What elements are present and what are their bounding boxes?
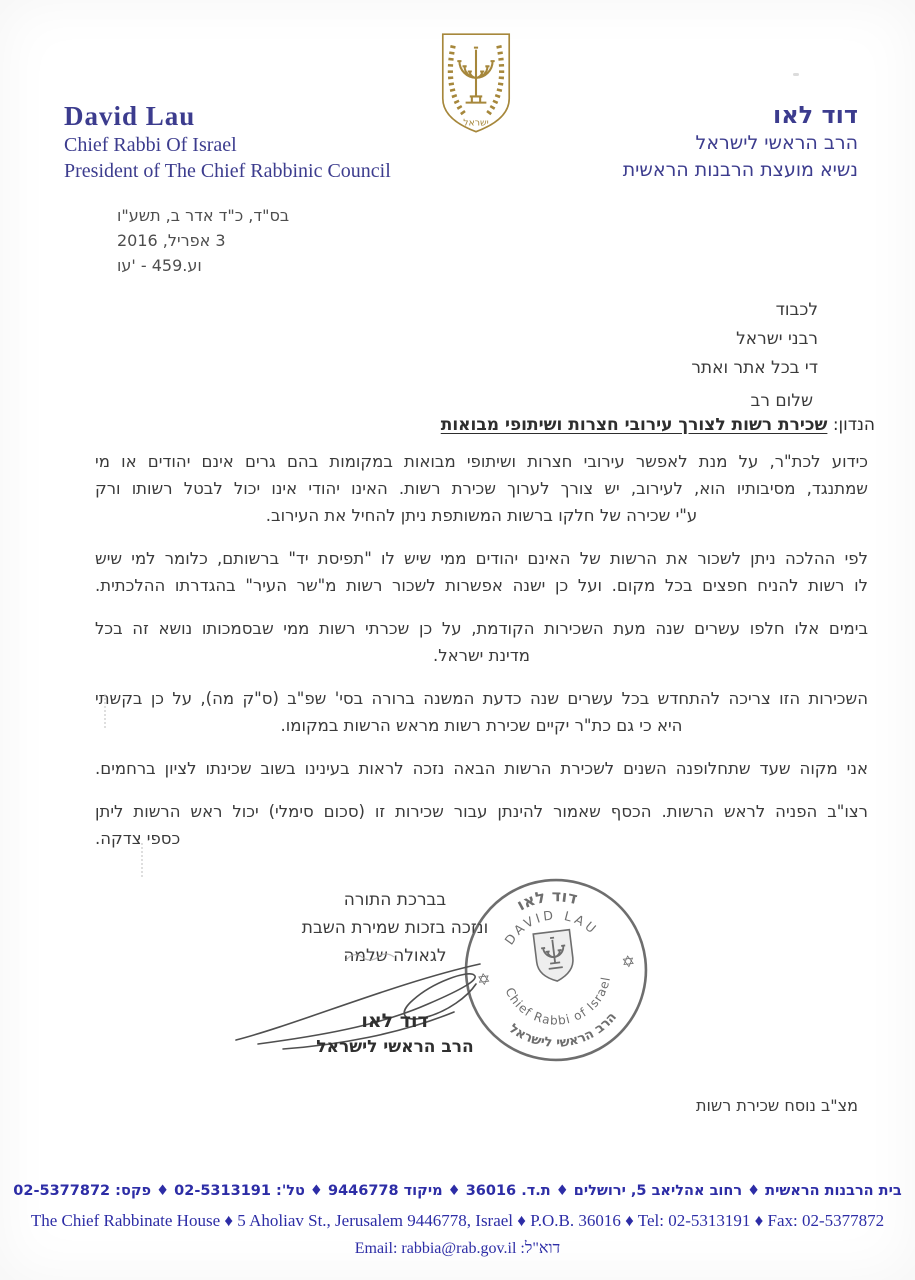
hebrew-name: דוד לאו [772,101,858,129]
body-line: ע"י שכירה של חלקו ברשות המשותפת ניתן להחיל את העירוב. [265,506,698,525]
body-line: כספי צדקה. [95,829,181,848]
emblem-caption: ישראל [463,117,489,129]
signer-name: דוד לאו [361,1010,429,1032]
reference-block [117,203,347,278]
star-of-david-icon: ✡ [475,969,492,990]
scan-noise [104,694,106,728]
footer-english: The Chief Rabbinate House ♦ 5 Aholiav St., Jerusalem 9446778, Israel ♦ P.O.B. 36016 ♦ Tel: 02-5313191 ♦ Fax: 02-5377872 [30,1211,885,1230]
attachment-note: מצ"ב נוסח שכירת רשות [696,1096,858,1115]
english-name: David Lau [64,101,196,131]
greeting: שלום רב [750,391,813,411]
letterhead-hebrew [623,100,858,184]
footer-hebrew: בית הרבנות הראשית ♦ רחוב אהליאב 5, ירושלים ♦ ת.ד. 36016 ♦ מיקוד 9446778 ♦ טל': 02-5313191 ♦ פקס: 02-5377872 [13,1183,902,1199]
body-line: לו רשות להניח חפצים בכל מקום. ועל כן ישנה אפשרות לשכור רשות מ"שר העיר" בהגדרתו ההלכתית. [95,576,868,595]
scan-noise [141,843,143,877]
body-line: רצו"ב הפניה לראש הרשות. הכסף שאמור להינתן עבור שכירות זו (סכום סימלי) יכול ראש הרשות ליתן [95,802,868,821]
hebrew-title-2: נשיא מועצת הרבנות הראשית [622,159,858,181]
stamp-name-hebrew: דוד לאו [513,886,580,915]
body-line: כידוע לכת"ר, על מנת לאפשר עירובי חצרות ושיתופי מבואות במקומות בהם גרים אינם יהודים או מי [95,452,868,471]
body-line: שמתנגד, מסיבותיו הוא, לעירוב, יש צורך לערוך שכירת רשות. האינו יהודי אינו יכול לבטל רשותו ורק [95,479,868,498]
recipient-block [691,296,818,383]
subject-text: שכירת רשות לצורך עירובי חצרות ושיתופי מבואות [440,415,828,435]
recipient-line-1: לכבוד [775,300,818,320]
chief-rabbi-stamp [460,874,652,1066]
recipient-line-2: רבני ישראל [736,329,818,349]
stamp-name-english: DAVID LAU [501,907,602,948]
civil-date: 3 אפריל, 2016 [117,231,226,250]
letterhead-english [64,100,391,184]
body-line: היא כי גם כת"ר יקיים שכירת רשות מראש הרשות במקומו. [280,716,683,735]
blessing-line-1: בברכת התורה [343,890,447,910]
stamp-title-english: Chief Rabbi of Israel [502,975,614,1028]
english-title-2: President of The Chief Rabbinic Council [64,160,391,182]
stamp-title-hebrew: הרב הראשי לישראל [505,1009,620,1051]
footer-email: דוא"ל: Email: rabbia@rab.gov.il [354,1240,561,1257]
subject-line [441,415,875,435]
paragraph-5 [95,755,868,782]
english-title-1: Chief Rabbi Of Israel [64,134,237,156]
body-line: בימים אלו חלפו עשרים שנה מעת השכירות הקודמת, על כן שכרתי רשות ממי שבסמכותו נושא זה בכל [95,619,868,638]
signer-title: הרב הראשי לישראל [316,1037,474,1057]
body-line: לפי ההלכה ניתן לשכור את הרשות של האינם יהודים ממי שיש לו "תפיסת יד" ברשותם, כלומר למי שיש [95,549,868,568]
subject-label: הנדון: [832,415,875,435]
stamp-emblem-icon [533,930,575,984]
hebrew-date: בס"ד, כ"ד אדר ב, תשע"ו [117,206,290,225]
letter-body [95,448,868,868]
hebrew-title-1: הרב הראשי לישראל [695,132,858,154]
paragraph-6 [95,798,868,852]
blessing-line-3: לגאולה שלמה [343,946,447,966]
paragraph-4 [95,685,868,739]
recipient-line-3: די בכל אתר ואתר [691,358,818,378]
body-line: מדינת ישראל. [433,646,530,665]
paragraph-3 [95,615,868,669]
body-line: השכירות הזו צריכה להתחדש בכל עשרים שנה כדעת המשנה ברורה בסי' שפ"ב (ס"ק מה), על כן בקשתי [95,689,868,708]
blessing-line-2: ונזכה בזכות שמירת השבת [301,918,489,938]
israel-state-emblem-icon [422,30,530,140]
paragraph-2 [95,545,868,599]
file-reference: וע' - 459.עו [117,256,202,275]
star-of-david-icon: ✡ [620,951,637,972]
paragraph-1 [95,448,868,529]
body-line: אני מקוה שעד שתחלופנה השנים לשכירת הרשות הבאה נזכה לראות בעינינו בשוב שכינתו לציון ברחמים. [95,759,868,778]
scan-noise [793,73,799,76]
